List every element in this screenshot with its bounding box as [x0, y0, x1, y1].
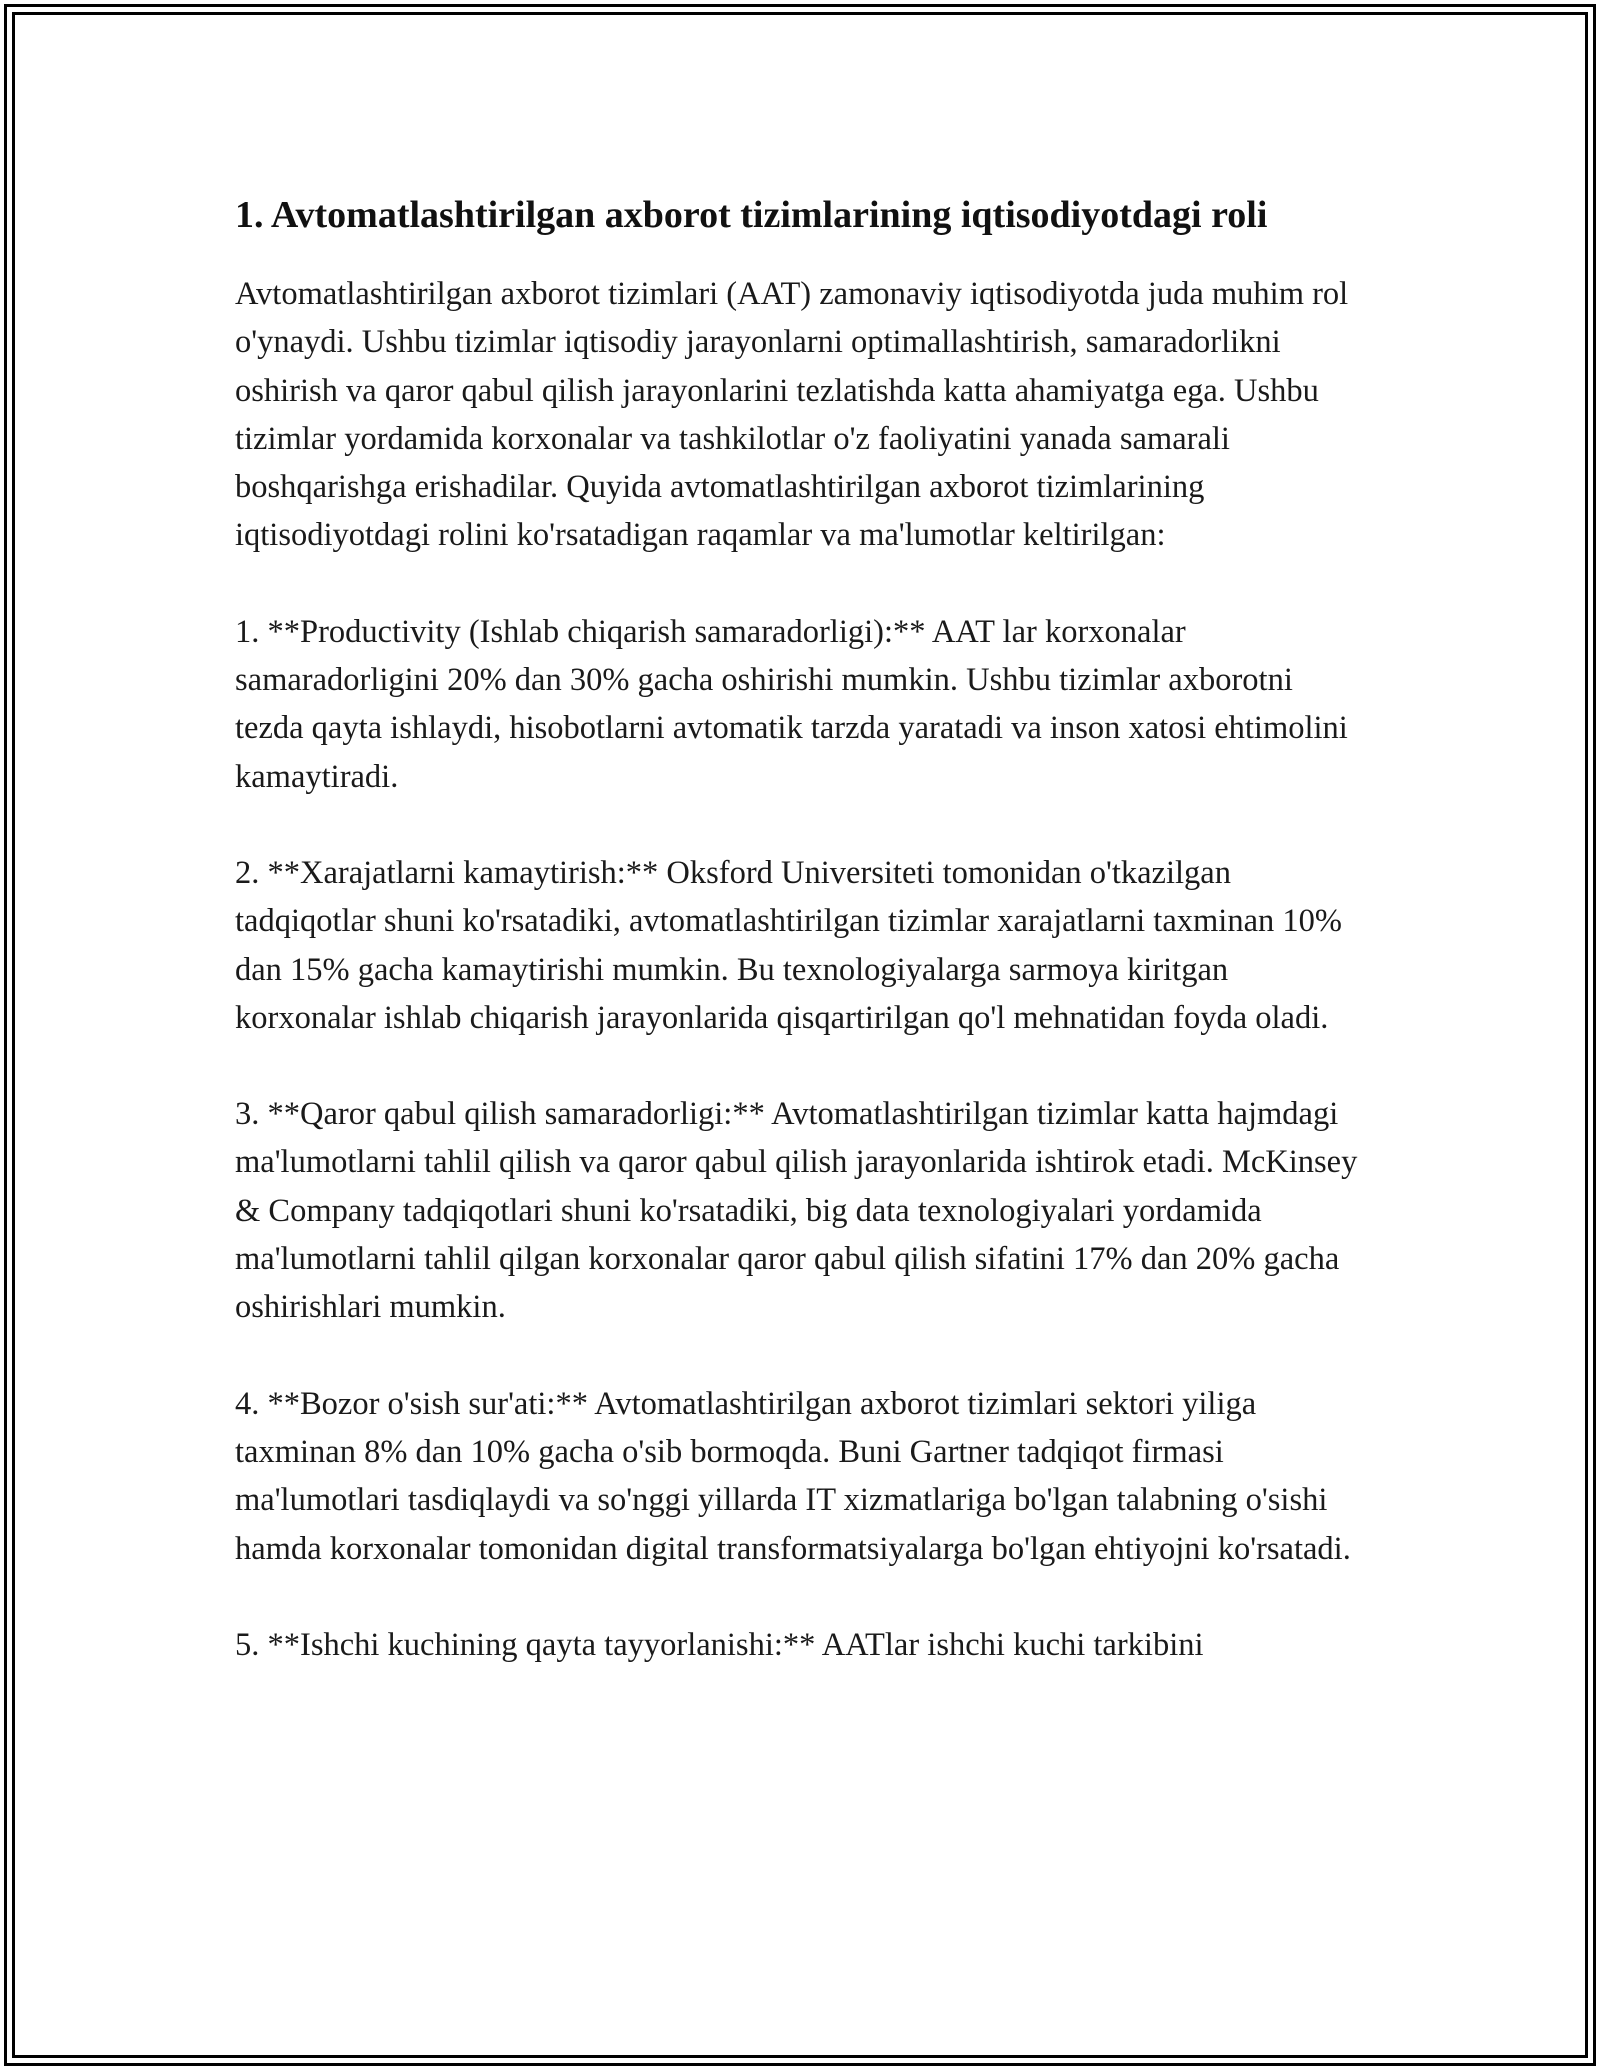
list-item-decision-making: 3. **Qaror qabul qilish samaradorligi:** Avtomatlashtirilgan tizimlar katta hajmdagi ma'lumotlarni tahlil qilish va qaror qabul qilish jarayonlarida ishtirok etadi. McKinsey & Company tadqiqotlari shuni ko'rsatadiki, big data texnologiyalari yordamida ma'lumotlarni tahlil qilgan korxonalar qaror qabul qilish sifatini 17% dan 20% gacha oshirishlari mumkin. — [235, 1096, 1358, 1326]
list-item-productivity: 1. **Productivity (Ishlab chiqarish samaradorligi):** AAT lar korxonalar samaradorligini 20% dan 30% gacha oshirishi mumkin. Ushbu tizimlar axborotni tezda qayta ishlaydi, hisobotlarni avtomatik tarzda yaratadi va inson xatosi ehtimolini kamaytiradi. — [235, 613, 1348, 795]
document-body — [235, 188, 1365, 1717]
list-item-cost-reduction: 2. **Xarajatlarni kamaytirish:** Oksford Universiteti tomonidan o'tkazilgan tadqiqotlar shuni ko'rsatadiki, avtomatlashtirilgan tizimlar xarajatlarni taxminan 10% dan 15% gacha kamaytirishi mumkin. Bu texnologiyalarga sarmoya kiritgan korxonalar ishlab chiqarish jarayonlarida qisqartirilgan qo'l mehnatidan foyda oladi. — [235, 854, 1342, 1036]
section-heading: 1. Avtomatlashtirilgan axborot tizimlarining iqtisodiyotdagi roli — [235, 194, 1268, 236]
list-item-workforce-retraining: 5. **Ishchi kuchining qayta tayyorlanishi:** AATlar ishchi kuchi tarkibini — [235, 1626, 1204, 1663]
intro-paragraph: Avtomatlashtirilgan axborot tizimlari (AAT) zamonaviy iqtisodiyotda juda muhim rol o'ynaydi. Ushbu tizimlar iqtisodiy jarayonlarni optimallashtirish, samaradorlikni oshirish va qaror qabul qilish jarayonlarini tezlatishda katta ahamiyatga ega. Ushbu tizimlar yordamida korxonalar va tashkilotlar o'z faoliyatini yanada samarali boshqarishga erishadilar. Quyida avtomatlashtirilgan axborot tizimlarining iqtisodiyotdagi rolini ko'rsatadigan raqamlar va ma'lumotlar keltirilgan: — [235, 276, 1349, 554]
list-item-market-growth: 4. **Bozor o'sish sur'ati:** Avtomatlashtirilgan axborot tizimlari sektori yiliga taxminan 8% dan 10% gacha o'sib bormoqda. Buni Gartner tadqiqot firmasi ma'lumotlari tasdiqlaydi va so'nggi yillarda IT xizmatlariga bo'lgan talabning o'sishi hamda korxonalar tomonidan digital transformatsiyalarga bo'lgan ehtiyojni ko'rsatadi. — [235, 1385, 1351, 1567]
